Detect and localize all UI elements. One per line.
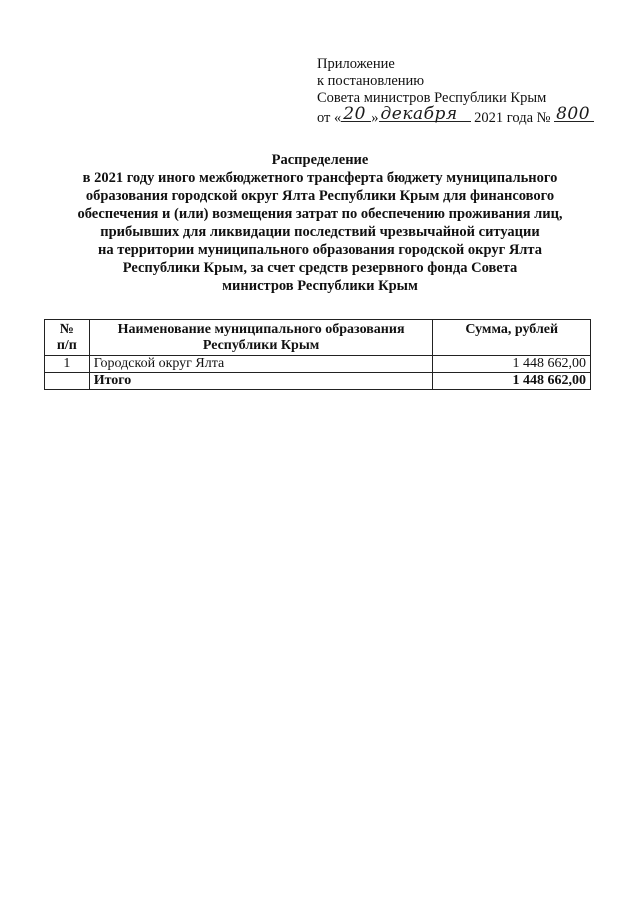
row-sum: 1 448 662,00 [433, 356, 591, 373]
header-name-line-2: Республики Крым [202, 338, 320, 353]
title-line: Республики Крым, за счет средств резервного фонда Совета [122, 260, 518, 276]
total-empty-cell [45, 373, 90, 390]
date-number-blank [554, 104, 594, 124]
date-year: 2021 года № [474, 110, 551, 126]
title-line: прибывших для ликвидации последствий чрезвычайной ситуации [100, 224, 540, 240]
document-title [40, 151, 600, 295]
date-day-handwritten: 20 [343, 104, 366, 124]
date-day-blank [341, 104, 371, 124]
row-number: 1 [45, 356, 90, 373]
date-mid: » [371, 110, 379, 126]
header-name [89, 320, 433, 356]
appendix-line-3: Совета министров Республики Крым [317, 90, 547, 106]
header-number [45, 320, 90, 356]
appendix-line-2: к постановлению [317, 73, 425, 89]
date-month-handwritten: декабря [380, 104, 458, 124]
total-label: Итого [89, 373, 433, 390]
title-line: министров Республики Крым [222, 278, 418, 294]
date-prefix: от « [317, 110, 342, 126]
table-total-row [45, 373, 591, 390]
title-line: образования городской округ Ялта Республики Крым для финансового [85, 188, 555, 204]
table-header-row [45, 320, 591, 356]
appendix-date-line [317, 104, 617, 127]
appendix-block [317, 56, 617, 127]
row-name: Городской округ Ялта [89, 356, 433, 373]
header-sum: Сумма, рублей [433, 320, 591, 356]
date-month-blank [379, 104, 471, 124]
header-number-line-2: п/п [56, 338, 77, 353]
header-name-line-1: Наименование муниципального образования [117, 322, 405, 337]
table-row [45, 356, 591, 373]
header-number-line-1: № [59, 322, 74, 337]
distribution-table [44, 319, 591, 390]
title-line: на территории муниципального образования городской округ Ялта [98, 242, 542, 258]
title-heading: Распределение [271, 152, 369, 168]
title-line: в 2021 году иного межбюджетного трансферта бюджету муниципального [82, 170, 558, 186]
total-sum: 1 448 662,00 [433, 373, 591, 390]
appendix-line-1: Приложение [317, 56, 395, 72]
title-line: обеспечения и (или) возмещения затрат по обеспечению проживания лиц, [77, 206, 563, 222]
date-number-handwritten: 800 [556, 104, 591, 124]
